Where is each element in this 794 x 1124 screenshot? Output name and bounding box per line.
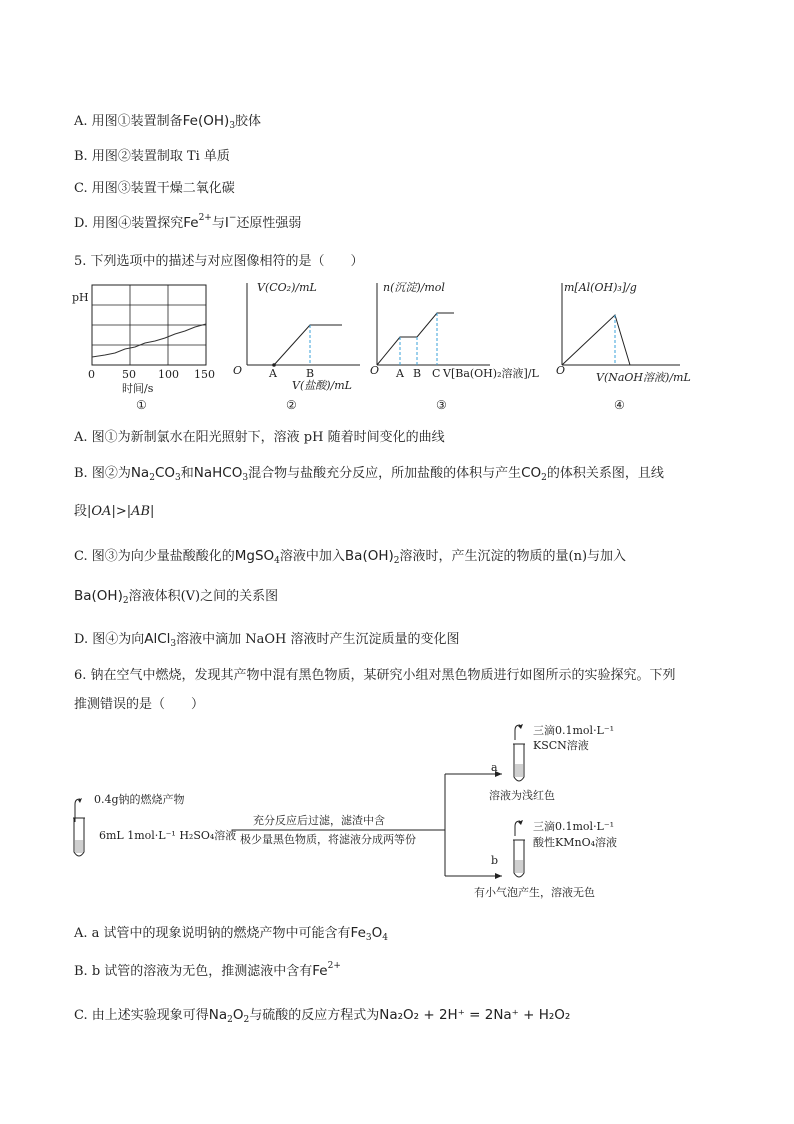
graph1-ylabel: pH: [72, 291, 89, 304]
graph1-number: ①: [136, 398, 147, 412]
graph4-number: ④: [614, 398, 625, 412]
test-tube-b: [513, 820, 525, 877]
tube-a-label: a: [491, 761, 498, 774]
test-tube-a: [513, 724, 525, 781]
graph2-label-a: A: [269, 367, 277, 380]
q5-option-c-cont: $Ba(OH)_2$溶液体积(V)之间的关系图: [74, 588, 279, 606]
graph4-xlabel: V(NaOH溶液)/mL: [596, 371, 691, 384]
tube-b-reagent-2: 酸性KMnO₄溶液: [533, 836, 617, 849]
q6-diagram: [70, 722, 670, 912]
q6-option-a: A. a 试管中的现象说明钠的燃烧产物中可能含有$Fe_3O_4$: [74, 925, 388, 943]
graph3-xlabel: V[Ba(OH)₂溶液]/L: [443, 367, 539, 380]
graph-1: [72, 285, 215, 412]
graph4-origin: O: [556, 364, 566, 377]
tube-b-result: 有小气泡产生，溶液无色: [474, 886, 595, 899]
q6-option-b: B. b 试管的溶液为无色，推测滤液中含有$Fe^{2+}$: [74, 961, 341, 979]
q5-option-d: D. 图④为向AlCl$_3$溶液中滴加 NaOH 溶液时产生沉淀质量的变化图: [74, 631, 460, 649]
graph2-xlabel: V(盐酸)/mL: [292, 379, 352, 392]
q4-option-d: D. 用图④装置探究$Fe^{2+}$与I−还原性强弱: [74, 213, 302, 231]
graph3-origin: O: [370, 364, 380, 377]
step-text-2: 极少量黑色物质，将滤液分成两等份: [240, 833, 416, 846]
q6-stem-cont: 推测错误的是（ ）: [74, 697, 205, 712]
q5-option-b-cont: 段|OA|>|AB|: [74, 504, 155, 519]
graph3-number: ③: [436, 398, 447, 412]
tube-a-result: 溶液为浅红色: [489, 789, 555, 802]
graph-2: [233, 281, 360, 412]
q6-option-c: C. 由上述实验现象可得$Na_2O_2$与硫酸的反应方程式为Na₂O₂ + 2H⁺ = 2Na⁺ + H₂O₂: [74, 1007, 571, 1025]
q5-option-a: A. 图①为新制氯水在阳光照射下，溶液 pH 随着时间变化的曲线: [74, 430, 445, 445]
graph1-tick-50: 50: [122, 368, 136, 381]
q5-graphs: [70, 275, 720, 415]
q4-option-c: C. 用图③装置干燥二氧化碳: [74, 181, 235, 196]
sample-label: 0.4g钠的燃烧产物: [94, 793, 185, 806]
graph1-xlabel: 时间/s: [122, 382, 154, 395]
graph4-ylabel: m[Al(OH)₃]/g: [564, 281, 637, 294]
graph3-ylabel: n(沉淀)/mol: [383, 281, 445, 294]
graph1-tick-0: 0: [88, 368, 95, 381]
q6-stem: 6. 钠在空气中燃烧，发现其产物中混有黑色物质，某研究小组对黑色物质进行如图所示的实验探究。下列: [74, 668, 676, 683]
acid-label: 6mL 1mol·L⁻¹ H₂SO₄溶液: [99, 829, 237, 842]
q5-option-c: C. 图③为向少量盐酸酸化的MgSO$_4$溶液中加入$Ba(OH)_2$溶液时，产生沉淀的物质的量(n)与加入: [74, 548, 627, 566]
left-test-tube: [73, 798, 85, 856]
tube-a-reagent-2: KSCN溶液: [533, 739, 589, 752]
q5-stem: 5. 下列选项中的描述与对应图像相符的是（ ）: [74, 254, 364, 269]
graph2-origin: O: [233, 364, 243, 377]
graph1-tick-100: 100: [158, 368, 179, 381]
graph3-label-a: A: [396, 367, 404, 380]
graph-4: [556, 281, 691, 412]
q4-option-a: A. 用图①装置制备$Fe(OH)_3$胶体: [74, 113, 262, 131]
graph2-number: ②: [286, 398, 297, 412]
graph1-tick-150: 150: [194, 368, 215, 381]
graph3-label-c: C: [432, 367, 441, 380]
graph2-label-b: B: [306, 367, 315, 380]
q4-option-b: B. 用图②装置制取 Ti 单质: [74, 149, 230, 164]
tube-b-label: b: [491, 854, 499, 867]
graph3-label-b: B: [413, 367, 422, 380]
graph2-ylabel: V(CO₂)/mL: [257, 281, 317, 294]
tube-a-reagent-1: 三滴0.1mol·L⁻¹: [533, 724, 615, 737]
graph-3: [370, 281, 539, 412]
tube-b-reagent-1: 三滴0.1mol·L⁻¹: [533, 820, 615, 833]
step-text-1: 充分反应后过滤，滤渣中含: [253, 814, 385, 827]
q5-option-b: B. 图②为$Na_2CO_3$和NaHCO$_3$混合物与盐酸充分反应，所加盐酸的体积与产生$CO_2$的体积关系图，且线: [74, 465, 664, 483]
